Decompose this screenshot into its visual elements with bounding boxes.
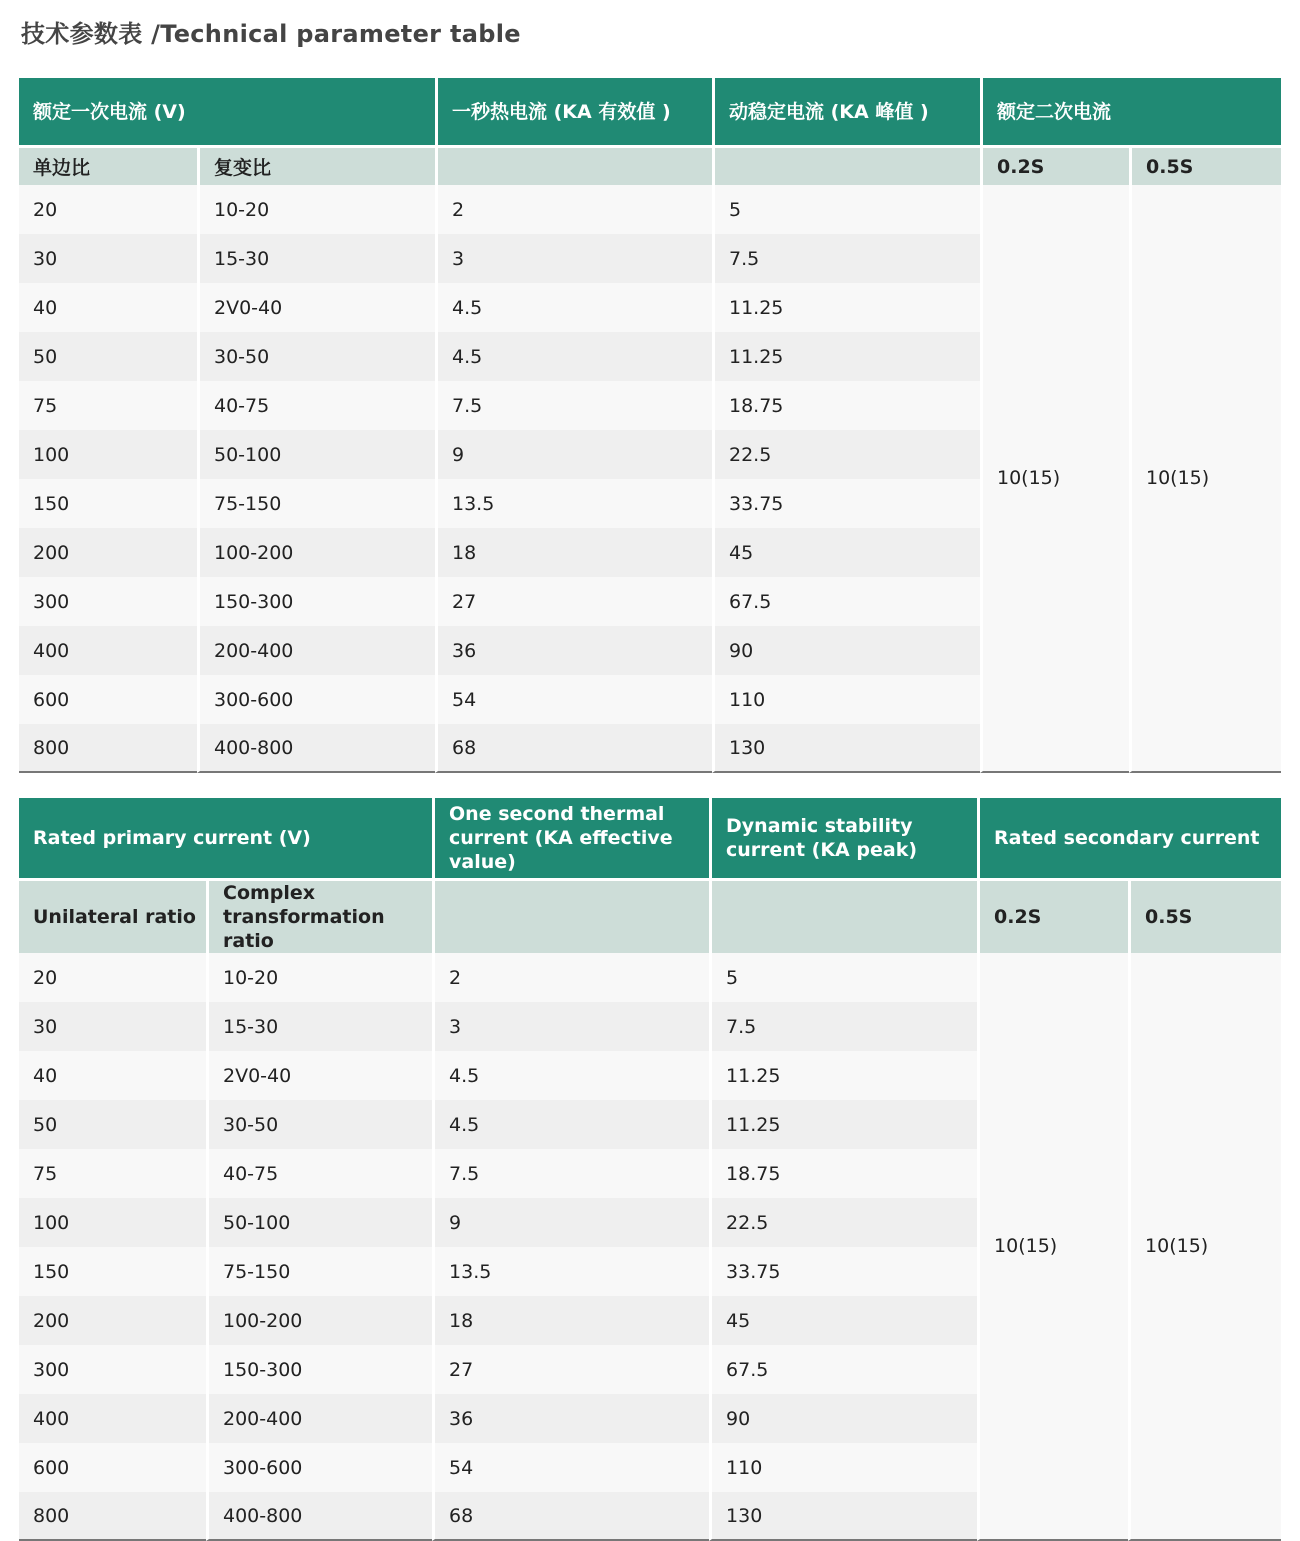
cell-complex-ratio: 75-150 xyxy=(206,1247,432,1296)
cell-unilateral-ratio: 150 xyxy=(19,1247,206,1296)
cell-unilateral-ratio: 300 xyxy=(19,577,197,626)
cell-unilateral-ratio: 75 xyxy=(19,381,197,430)
cell-thermal-current: 68 xyxy=(432,1492,709,1541)
cell-unilateral-ratio: 50 xyxy=(19,1100,206,1149)
cell-unilateral-ratio: 600 xyxy=(19,675,197,724)
cell-unilateral-ratio: 75 xyxy=(19,1149,206,1198)
subheader-row xyxy=(19,878,1281,953)
cell-dynamic-current: 110 xyxy=(709,1443,977,1492)
cell-thermal-current: 27 xyxy=(435,577,712,626)
subheader-unilateral: Unilateral ratio xyxy=(19,878,206,953)
cell-thermal-current: 3 xyxy=(432,1002,709,1051)
cell-thermal-current: 3 xyxy=(435,234,712,283)
subheader-dynamic-blank xyxy=(712,145,980,185)
header-primary-current: Rated primary current (V) xyxy=(19,798,432,878)
cell-dynamic-current: 33.75 xyxy=(712,479,980,528)
header-thermal-current: One second thermal current (KA effective value) xyxy=(432,798,709,878)
cell-complex-ratio: 15-30 xyxy=(206,1002,432,1051)
cell-unilateral-ratio: 100 xyxy=(19,1198,206,1247)
cell-thermal-current: 4.5 xyxy=(432,1100,709,1149)
cell-thermal-current: 36 xyxy=(432,1394,709,1443)
cell-complex-ratio: 50-100 xyxy=(197,430,435,479)
cell-dynamic-current: 7.5 xyxy=(712,234,980,283)
cell-complex-ratio: 200-400 xyxy=(197,626,435,675)
cell-thermal-current: 18 xyxy=(435,528,712,577)
page-title: 技术参数表 /Technical parameter table xyxy=(21,20,521,48)
cell-thermal-current: 13.5 xyxy=(432,1247,709,1296)
cell-complex-ratio: 400-800 xyxy=(197,724,435,773)
cell-complex-ratio: 300-600 xyxy=(206,1443,432,1492)
cell-complex-ratio: 200-400 xyxy=(206,1394,432,1443)
subheader-thermal-blank xyxy=(435,145,712,185)
cell-secondary-02s-value: 10(15) xyxy=(977,953,1128,1541)
cell-thermal-current: 54 xyxy=(435,675,712,724)
cell-complex-ratio: 100-200 xyxy=(206,1296,432,1345)
cell-unilateral-ratio: 200 xyxy=(19,528,197,577)
subheader-unilateral: 单边比 xyxy=(19,145,197,185)
cell-dynamic-current: 45 xyxy=(709,1296,977,1345)
cell-thermal-current: 2 xyxy=(432,953,709,1002)
subheader-class-02s: 0.2S xyxy=(977,878,1128,953)
cell-complex-ratio: 40-75 xyxy=(206,1149,432,1198)
cell-dynamic-current: 5 xyxy=(709,953,977,1002)
cell-dynamic-current: 67.5 xyxy=(712,577,980,626)
cell-thermal-current: 4.5 xyxy=(435,283,712,332)
cell-complex-ratio: 100-200 xyxy=(197,528,435,577)
cell-unilateral-ratio: 100 xyxy=(19,430,197,479)
cell-complex-ratio: 10-20 xyxy=(206,953,432,1002)
cell-thermal-current: 7.5 xyxy=(432,1149,709,1198)
cell-dynamic-current: 90 xyxy=(712,626,980,675)
cell-dynamic-current: 5 xyxy=(712,185,980,234)
cell-thermal-current: 27 xyxy=(432,1345,709,1394)
cell-dynamic-current: 90 xyxy=(709,1394,977,1443)
cell-unilateral-ratio: 800 xyxy=(19,1492,206,1541)
cell-dynamic-current: 33.75 xyxy=(709,1247,977,1296)
cell-unilateral-ratio: 30 xyxy=(19,1002,206,1051)
cell-dynamic-current: 130 xyxy=(712,724,980,773)
cell-dynamic-current: 11.25 xyxy=(712,283,980,332)
header-row xyxy=(19,798,1281,878)
cell-dynamic-current: 11.25 xyxy=(709,1051,977,1100)
cell-complex-ratio: 400-800 xyxy=(206,1492,432,1541)
cell-unilateral-ratio: 30 xyxy=(19,234,197,283)
cell-unilateral-ratio: 40 xyxy=(19,1051,206,1100)
cell-complex-ratio: 30-50 xyxy=(206,1100,432,1149)
cell-complex-ratio: 75-150 xyxy=(197,479,435,528)
subheader-class-02s: 0.2S xyxy=(980,145,1129,185)
subheader-complex: Complex transformation ratio xyxy=(206,878,432,953)
cell-secondary-02s-value: 10(15) xyxy=(980,185,1129,773)
cell-unilateral-ratio: 200 xyxy=(19,1296,206,1345)
cell-complex-ratio: 2V0-40 xyxy=(197,283,435,332)
cell-unilateral-ratio: 40 xyxy=(19,283,197,332)
cell-thermal-current: 68 xyxy=(435,724,712,773)
cell-thermal-current: 9 xyxy=(435,430,712,479)
subheader-dynamic-blank xyxy=(709,878,977,953)
cell-complex-ratio: 50-100 xyxy=(206,1198,432,1247)
cell-unilateral-ratio: 20 xyxy=(19,953,206,1002)
cell-unilateral-ratio: 400 xyxy=(19,1394,206,1443)
cell-dynamic-current: 45 xyxy=(712,528,980,577)
cell-complex-ratio: 15-30 xyxy=(197,234,435,283)
cell-secondary-05s-value: 10(15) xyxy=(1129,185,1281,773)
cell-secondary-05s-value: 10(15) xyxy=(1128,953,1281,1541)
cell-complex-ratio: 40-75 xyxy=(197,381,435,430)
header-dynamic-current: Dynamic stability current (KA peak) xyxy=(709,798,977,878)
subheader-class-05s: 0.5S xyxy=(1128,878,1281,953)
cell-complex-ratio: 150-300 xyxy=(197,577,435,626)
cell-dynamic-current: 7.5 xyxy=(709,1002,977,1051)
cell-complex-ratio: 150-300 xyxy=(206,1345,432,1394)
cell-dynamic-current: 18.75 xyxy=(709,1149,977,1198)
cell-thermal-current: 36 xyxy=(435,626,712,675)
cell-thermal-current: 7.5 xyxy=(435,381,712,430)
cell-dynamic-current: 130 xyxy=(709,1492,977,1541)
header-row xyxy=(19,78,1281,145)
cell-thermal-current: 4.5 xyxy=(432,1051,709,1100)
cell-dynamic-current: 22.5 xyxy=(709,1198,977,1247)
cell-complex-ratio: 2V0-40 xyxy=(206,1051,432,1100)
header-primary-current: 额定一次电流 (V) xyxy=(19,78,435,145)
cell-unilateral-ratio: 400 xyxy=(19,626,197,675)
cell-unilateral-ratio: 150 xyxy=(19,479,197,528)
table-row xyxy=(19,953,1281,1002)
header-secondary-current: Rated secondary current xyxy=(977,798,1281,878)
cell-thermal-current: 9 xyxy=(432,1198,709,1247)
spec-table-chinese xyxy=(19,78,1281,773)
cell-unilateral-ratio: 300 xyxy=(19,1345,206,1394)
subheader-row xyxy=(19,145,1281,185)
cell-unilateral-ratio: 20 xyxy=(19,185,197,234)
table-row xyxy=(19,185,1281,234)
cell-complex-ratio: 10-20 xyxy=(197,185,435,234)
cell-unilateral-ratio: 800 xyxy=(19,724,197,773)
header-secondary-current: 额定二次电流 xyxy=(980,78,1281,145)
cell-thermal-current: 18 xyxy=(432,1296,709,1345)
header-dynamic-current: 动稳定电流 (KA 峰值 ) xyxy=(712,78,980,145)
subheader-thermal-blank xyxy=(432,878,709,953)
subheader-class-05s: 0.5S xyxy=(1129,145,1281,185)
cell-unilateral-ratio: 600 xyxy=(19,1443,206,1492)
cell-complex-ratio: 300-600 xyxy=(197,675,435,724)
cell-thermal-current: 13.5 xyxy=(435,479,712,528)
cell-dynamic-current: 110 xyxy=(712,675,980,724)
cell-dynamic-current: 11.25 xyxy=(709,1100,977,1149)
cell-dynamic-current: 11.25 xyxy=(712,332,980,381)
cell-thermal-current: 2 xyxy=(435,185,712,234)
cell-dynamic-current: 18.75 xyxy=(712,381,980,430)
cell-complex-ratio: 30-50 xyxy=(197,332,435,381)
cell-thermal-current: 4.5 xyxy=(435,332,712,381)
cell-unilateral-ratio: 50 xyxy=(19,332,197,381)
cell-dynamic-current: 67.5 xyxy=(709,1345,977,1394)
spec-table-english xyxy=(19,798,1281,1541)
subheader-complex: 复变比 xyxy=(197,145,435,185)
cell-thermal-current: 54 xyxy=(432,1443,709,1492)
header-thermal-current: 一秒热电流 (KA 有效值 ) xyxy=(435,78,712,145)
cell-dynamic-current: 22.5 xyxy=(712,430,980,479)
